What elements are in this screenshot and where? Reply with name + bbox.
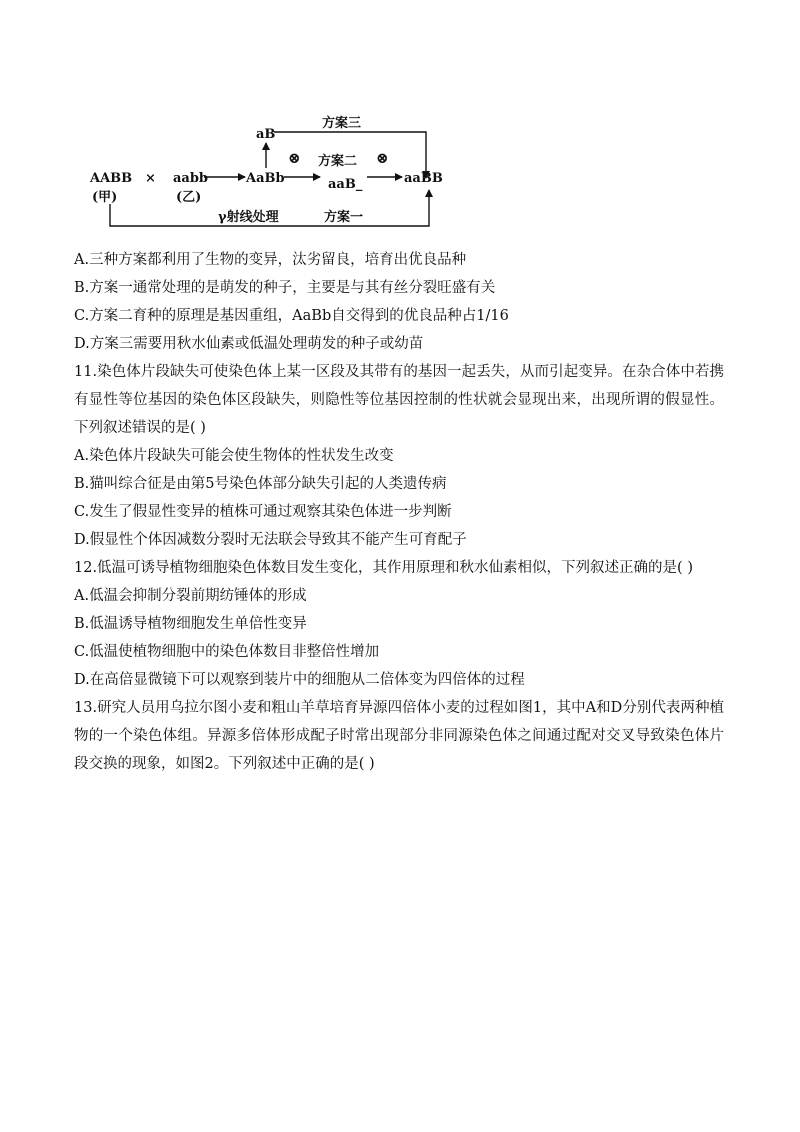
scheme2-label: 方案二 [318, 154, 358, 169]
q13-stem: 13.研究人员用乌拉尔图小麦和粗山羊草培育异源四倍体小麦的过程如图1，其中A和D分别代表两种植物的一个染色体组。异源多倍体形成配子时常出现部分非同源染色体之间通过配对交叉导致染色体片段交换的现象，如图2。下列叙述中正确的是( ) [74, 700, 724, 772]
scheme3-label: 方案三 [322, 116, 362, 131]
question-content [74, 246, 724, 778]
q11-option-b: B.猫叫综合征是由第5号染色体部分缺失引起的人类遗传病 [74, 476, 447, 492]
parent-a-label: (甲) [92, 190, 118, 205]
q12-option-b: B.低温诱导植物细胞发生单倍性变异 [74, 616, 307, 632]
parent-b-label: (乙) [176, 190, 202, 205]
scheme1-label: 方案一 [324, 210, 364, 225]
q10-option-b: B.方案一通常处理的是萌发的种子，主要是与其有丝分裂旺盛有关 [74, 280, 496, 296]
intermediate-genotype: aaB_ [328, 177, 363, 192]
target-genotype: aaBB [404, 171, 443, 186]
parent-a-genotype: AABB [90, 171, 133, 186]
breeding-scheme-diagram [80, 108, 460, 233]
q10-option-d: D.方案三需要用秋水仙素或低温处理萌发的种子或幼苗 [74, 336, 424, 352]
q11-option-d: D.假显性个体因减数分裂时无法联会导致其不能产生可育配子 [74, 532, 467, 548]
q12-option-d: D.在高倍显微镜下可以观察到装片中的细胞从二倍体变为四倍体的过程 [74, 672, 525, 688]
q11-option-a: A.染色体片段缺失可能会使生物体的性状发生改变 [74, 448, 394, 464]
haploid-genotype: aB [256, 127, 276, 142]
f1-genotype: AaBb [246, 171, 285, 186]
q11-stem: 11.染色体片段缺失可使染色体上某一区段及其带有的基因一起丢失，从而引起变异。在杂合体中若携有显性等位基因的染色体区段缺失，则隐性等位基因控制的性状就会显现出来，出现所谓的假显性。下列叙述错误的是( ) [74, 364, 724, 436]
q12-option-c: C.低温使植物细胞中的染色体数目非整倍性增加 [74, 644, 380, 660]
gamma-treatment-label: γ射线处理 [218, 210, 279, 225]
self-cross-icon-2: ⊗ [376, 149, 389, 167]
parent-b-genotype: aabb [173, 171, 209, 186]
q12-option-a: A.低温会抑制分裂前期纺锤体的形成 [74, 588, 307, 604]
cross-symbol: × [145, 171, 156, 186]
self-cross-icon: ⊗ [288, 149, 301, 167]
q11-option-c: C.发生了假显性变异的植株可通过观察其染色体进一步判断 [74, 504, 452, 520]
q10-option-c: C.方案二育种的原理是基因重组，AaBb自交得到的优良品种占1/16 [74, 308, 509, 324]
q12-stem: 12.低温可诱导植物细胞染色体数目发生变化，其作用原理和秋水仙素相似，下列叙述正确的是( ) [74, 560, 693, 576]
q10-option-a: A.三种方案都利用了生物的变异，汰劣留良，培育出优良品种 [74, 252, 467, 268]
